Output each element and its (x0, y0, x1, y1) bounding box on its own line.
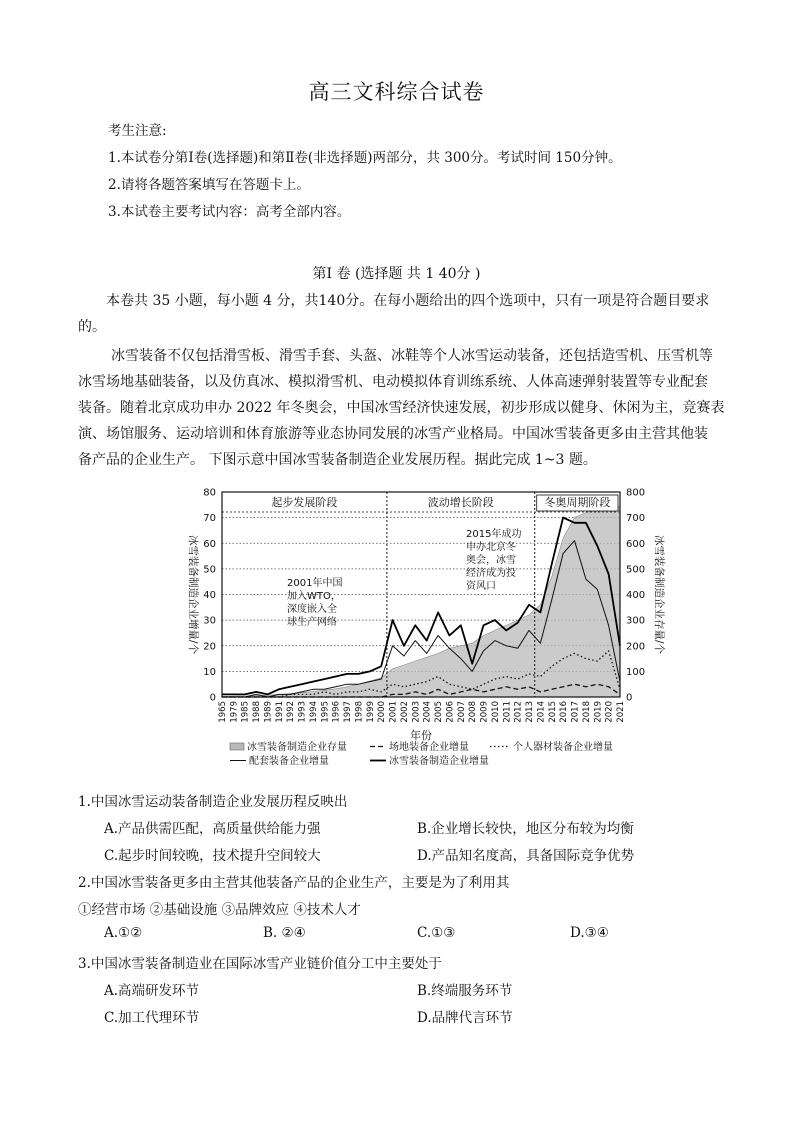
right-tick-label: 100 (626, 666, 646, 678)
legend-label: 个人器材装备企业增量 (513, 742, 613, 753)
x-tick-label: 1985 (240, 701, 251, 723)
question-option[interactable]: D.产品知名度高，具备国际竞争优势 (417, 848, 635, 864)
question-stem: 2.中国冰雪装备更多由主营其他装备产品的企业生产，主要是为了利用其 (78, 875, 510, 891)
x-tick-label: 2007 (456, 701, 467, 723)
question-option[interactable]: A.产品供需匹配，高质量供给能力强 (104, 821, 321, 837)
question-option[interactable]: A.高端研发环节 (104, 983, 200, 999)
x-tick-label: 2006 (445, 701, 456, 723)
right-tick-label: 0 (626, 692, 633, 704)
right-tick-label: 500 (626, 564, 646, 576)
question-option[interactable]: C.起步时间较晚，技术提升空间较大 (104, 848, 321, 864)
enterprise-development-chart (172, 482, 672, 782)
question-option[interactable]: D.品牌代言环节 (417, 1010, 513, 1026)
notice-item: 3.本试卷主要考试内容：高考全部内容。 (108, 204, 351, 220)
annotation-olympics: 奥会，冰雪 (466, 555, 516, 566)
x-axis-title: 年份 (410, 729, 432, 742)
left-tick-label: 20 (203, 641, 216, 653)
x-tick-label: 1998 (354, 701, 365, 723)
notice-item: 2.请将各题答案填写在答题卡上。 (108, 177, 310, 193)
x-tick-label: 2009 (479, 701, 490, 723)
left-tick-label: 60 (203, 538, 216, 550)
x-tick-label: 1993 (297, 701, 308, 723)
section-intro-end: 的。 (78, 319, 106, 335)
question-option[interactable]: D.③④ (570, 925, 609, 941)
phase-label: 波动增长阶段 (427, 496, 494, 509)
x-tick-label: 1994 (308, 701, 319, 723)
question-option[interactable]: A.①② (104, 925, 143, 941)
question-option[interactable]: B.企业增长较快，地区分布较为均衡 (417, 821, 634, 837)
passage-line: 冰雪装备不仅包括滑雪板、滑雪手套、头盔、冰鞋等个人冰雪运动装备，还包括造雪机、压雪机等 (111, 348, 713, 364)
x-tick-label: 1989 (263, 701, 274, 723)
phase-label: 起步发展阶段 (271, 496, 338, 509)
x-tick-label: 2008 (468, 701, 479, 723)
annotation-olympics: 2015年成功 (466, 529, 522, 540)
x-tick-label: 2004 (422, 701, 433, 723)
annotation-wto: 深度嵌入全 (287, 604, 337, 615)
passage-line: 备产品的企业生产。 下图示意中国冰雪装备制造企业发展历程。据此完成 1~3 题。 (78, 452, 597, 468)
annotation-olympics: 申办北京冬 (466, 542, 516, 553)
right-tick-label: 300 (626, 615, 646, 627)
x-tick-label: 1995 (320, 701, 331, 723)
legend-label: 配套装备企业增量 (249, 756, 329, 767)
x-tick-label: 1991 (274, 701, 285, 723)
right-tick-label: 800 (626, 487, 646, 499)
right-tick-label: 200 (626, 641, 646, 653)
x-tick-label: 1996 (331, 701, 342, 723)
left-tick-label: 10 (203, 666, 216, 678)
question-option[interactable]: B. ②④ (263, 925, 306, 941)
x-tick-label: 2019 (593, 701, 604, 723)
legend-label: 冰雪装备制造企业存量 (247, 742, 347, 753)
legend-swatch-stock (230, 743, 244, 750)
x-tick-label: 2015 (547, 701, 558, 723)
left-tick-label: 70 (203, 513, 216, 525)
left-tick-label: 80 (203, 487, 216, 499)
x-tick-label: 2005 (434, 701, 445, 723)
x-tick-label: 2002 (399, 701, 410, 723)
x-tick-label: 2014 (536, 701, 547, 723)
left-tick-label: 30 (203, 615, 216, 627)
x-tick-label: 2016 (559, 701, 570, 723)
right-tick-label: 700 (626, 513, 646, 525)
x-tick-label: 2017 (570, 701, 581, 723)
x-tick-label: 2011 (502, 701, 513, 723)
passage-line: 装备。随着北京成功申办 2022 年冬奥会，中国冰雪经济快速发展，初步形成以健身、休闲为主，竞赛表 (78, 400, 725, 416)
phase-label: 冬奥周期阶段 (544, 496, 611, 509)
x-tick-label: 1999 (365, 701, 376, 723)
annotation-olympics: 资风口 (466, 581, 496, 592)
x-tick-label: 2021 (616, 701, 626, 723)
right-tick-label: 400 (626, 590, 646, 601)
right-tick-label: 600 (626, 538, 646, 550)
x-tick-label: 2018 (581, 701, 592, 723)
annotation-wto: 2001年中国 (287, 578, 343, 589)
question-items: ①经营市场 ②基础设施 ③品牌效应 ④技术人才 (78, 902, 361, 918)
x-tick-label: 2001 (388, 701, 399, 723)
x-tick-label: 1997 (343, 701, 354, 723)
annotation-wto: 球生产网络 (287, 617, 337, 628)
x-tick-label: 1965 (218, 701, 228, 723)
exam-title: 高三文科综合试卷 (308, 80, 485, 104)
right-axis-title: 冰雪装备制造企业存量/个 (653, 534, 665, 655)
question-stem: 3.中国冰雪装备制造业在国际冰雪产业链价值分工中主要处于 (78, 956, 442, 972)
x-tick-label: 1992 (286, 701, 297, 723)
section-title: 第Ⅰ 卷 (选择题 共 1 40分 ) (312, 266, 481, 282)
question-stem: 1.中国冰雪运动装备制造企业发展历程反映出 (78, 794, 348, 810)
annotation-olympics: 经济成为投 (466, 568, 516, 579)
x-tick-label: 1979 (229, 701, 240, 723)
annotation-wto: 加入WTO， (287, 591, 341, 602)
question-option[interactable]: C.加工代理环节 (104, 1010, 200, 1026)
notice-item: 1.本试卷分第Ⅰ卷(选择题)和第Ⅱ卷(非选择题)两部分，共 300分。考试时间 150分钟。 (108, 150, 622, 166)
left-tick-label: 50 (203, 564, 216, 576)
x-tick-label: 2000 (377, 701, 388, 723)
x-tick-label: 2010 (490, 701, 501, 723)
section-intro: 本卷共 35 小题，每小题 4 分，共140分。在每小题给出的四个选项中，只有一项是符合题目要求 (106, 293, 710, 309)
x-tick-label: 2013 (525, 701, 536, 723)
stock-area-series (222, 506, 620, 697)
x-tick-label: 2012 (513, 701, 524, 723)
question-option[interactable]: B.终端服务环节 (417, 983, 513, 999)
x-tick-label: 1988 (252, 701, 263, 723)
legend-label: 场地装备企业增量 (389, 742, 469, 753)
question-option[interactable]: C.①③ (417, 925, 456, 941)
legend-label: 冰雪装备制造企业增量 (389, 756, 489, 767)
passage-line: 演、场馆服务、运动培训和体育旅游等业态协同发展的冰雪产业格局。中国冰雪装备更多由主营其他装 (78, 426, 708, 442)
x-tick-label: 2020 (604, 701, 615, 723)
left-axis-title: 冰雪装备制造企业增量/个 (187, 534, 199, 655)
notice-heading: 考生注意: (108, 123, 167, 139)
passage-line: 冰雪场地基础装备，以及仿真冰、模拟滑雪机、电动模拟体育训练系统、人体高速弹射装置等专业配套 (78, 374, 708, 390)
x-tick-label: 2003 (411, 701, 422, 723)
left-tick-label: 40 (203, 590, 216, 601)
left-tick-label: 0 (209, 692, 216, 704)
